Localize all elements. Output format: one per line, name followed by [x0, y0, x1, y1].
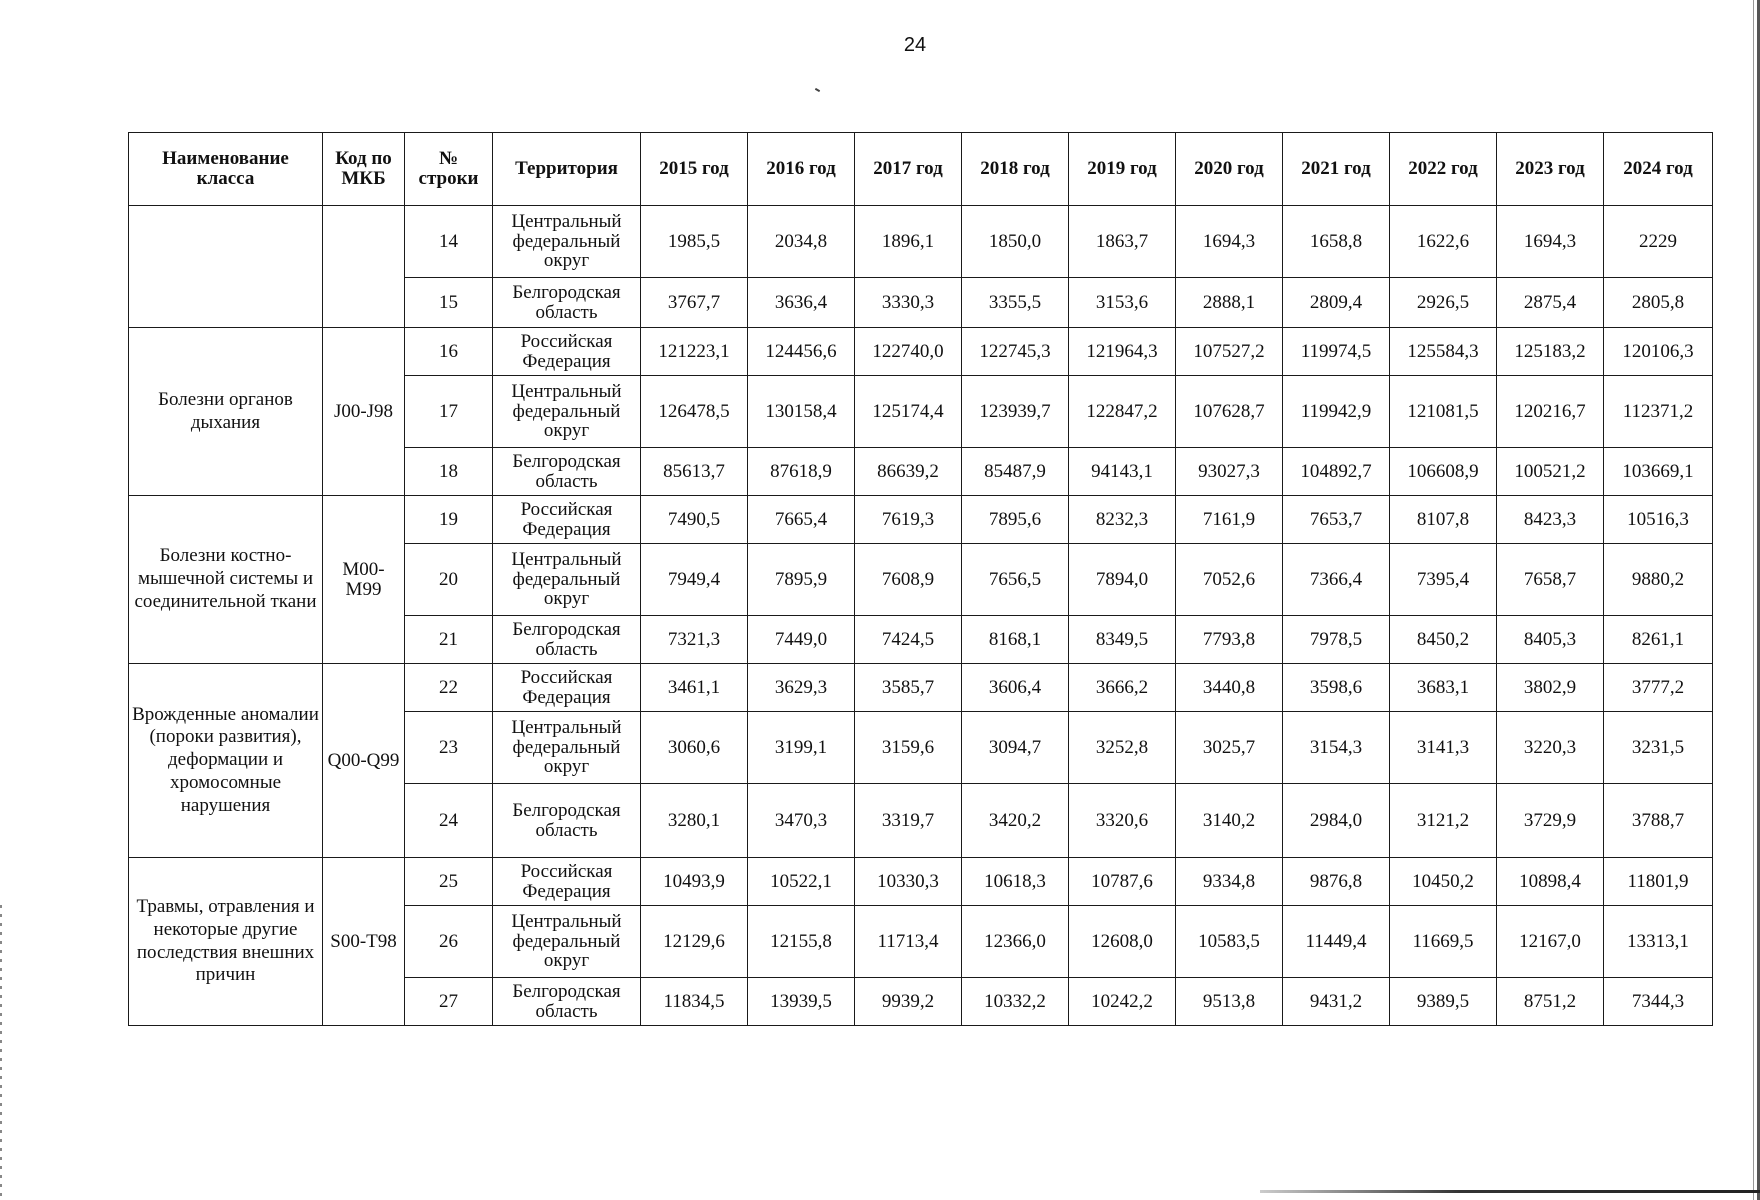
- value-cell: 130158,4: [748, 376, 855, 448]
- value-cell: 13939,5: [748, 978, 855, 1026]
- value-cell: 124456,6: [748, 328, 855, 376]
- icd-code-cell: Q00-Q99: [323, 664, 405, 858]
- value-cell: 11449,4: [1283, 906, 1390, 978]
- territory-cell: Центральный федеральный округ: [493, 376, 641, 448]
- value-cell: 13313,1: [1604, 906, 1713, 978]
- value-cell: 3199,1: [748, 712, 855, 784]
- territory-cell: Центральный федеральный округ: [493, 206, 641, 278]
- value-cell: 87618,9: [748, 448, 855, 496]
- value-cell: 120216,7: [1497, 376, 1604, 448]
- value-cell: 1694,3: [1497, 206, 1604, 278]
- header-year: 2020 год: [1176, 133, 1283, 206]
- value-cell: 3461,1: [641, 664, 748, 712]
- header-territory: Территория: [493, 133, 641, 206]
- value-cell: 3777,2: [1604, 664, 1713, 712]
- value-cell: 8107,8: [1390, 496, 1497, 544]
- value-cell: 106608,9: [1390, 448, 1497, 496]
- value-cell: 3420,2: [962, 784, 1069, 858]
- value-cell: 10516,3: [1604, 496, 1713, 544]
- territory-cell: Центральный федеральный округ: [493, 906, 641, 978]
- value-cell: 121964,3: [1069, 328, 1176, 376]
- value-cell: 3231,5: [1604, 712, 1713, 784]
- value-cell: 122745,3: [962, 328, 1069, 376]
- value-cell: 11713,4: [855, 906, 962, 978]
- value-cell: 2805,8: [1604, 278, 1713, 328]
- value-cell: 12608,0: [1069, 906, 1176, 978]
- territory-cell: Российская Федерация: [493, 328, 641, 376]
- class-name-cell: [129, 206, 323, 328]
- morbidity-table: [128, 132, 1713, 1026]
- row-number-cell: 27: [405, 978, 493, 1026]
- row-number-cell: 21: [405, 616, 493, 664]
- header-year: 2024 год: [1604, 133, 1713, 206]
- value-cell: 125183,2: [1497, 328, 1604, 376]
- value-cell: 10522,1: [748, 858, 855, 906]
- value-cell: 1694,3: [1176, 206, 1283, 278]
- value-cell: 85487,9: [962, 448, 1069, 496]
- value-cell: 8261,1: [1604, 616, 1713, 664]
- value-cell: 7653,7: [1283, 496, 1390, 544]
- value-cell: 3636,4: [748, 278, 855, 328]
- territory-cell: Российская Федерация: [493, 858, 641, 906]
- value-cell: 3060,6: [641, 712, 748, 784]
- value-cell: 7658,7: [1497, 544, 1604, 616]
- table-header-row: [129, 133, 1713, 206]
- value-cell: 3470,3: [748, 784, 855, 858]
- value-cell: 121081,5: [1390, 376, 1497, 448]
- value-cell: 3280,1: [641, 784, 748, 858]
- table-row: [129, 858, 1713, 906]
- header-year: 2017 год: [855, 133, 962, 206]
- page-number: 24: [903, 34, 927, 56]
- value-cell: 3729,9: [1497, 784, 1604, 858]
- table-row: [129, 328, 1713, 376]
- value-cell: 7665,4: [748, 496, 855, 544]
- scan-edge-line: [1753, 0, 1754, 1200]
- value-cell: 10583,5: [1176, 906, 1283, 978]
- value-cell: 3320,6: [1069, 784, 1176, 858]
- value-cell: 3025,7: [1176, 712, 1283, 784]
- value-cell: 9334,8: [1176, 858, 1283, 906]
- value-cell: 125174,4: [855, 376, 962, 448]
- value-cell: 3802,9: [1497, 664, 1604, 712]
- value-cell: 2229: [1604, 206, 1713, 278]
- value-cell: 8168,1: [962, 616, 1069, 664]
- value-cell: 3330,3: [855, 278, 962, 328]
- value-cell: 123939,7: [962, 376, 1069, 448]
- value-cell: 3153,6: [1069, 278, 1176, 328]
- value-cell: 8405,3: [1497, 616, 1604, 664]
- value-cell: 7449,0: [748, 616, 855, 664]
- value-cell: 8751,2: [1497, 978, 1604, 1026]
- value-cell: 10332,2: [962, 978, 1069, 1026]
- value-cell: 10450,2: [1390, 858, 1497, 906]
- value-cell: 126478,5: [641, 376, 748, 448]
- row-number-cell: 19: [405, 496, 493, 544]
- row-number-cell: 18: [405, 448, 493, 496]
- value-cell: 1896,1: [855, 206, 962, 278]
- value-cell: 10493,9: [641, 858, 748, 906]
- value-cell: 3606,4: [962, 664, 1069, 712]
- value-cell: 3154,3: [1283, 712, 1390, 784]
- value-cell: 2926,5: [1390, 278, 1497, 328]
- value-cell: 2984,0: [1283, 784, 1390, 858]
- value-cell: 7608,9: [855, 544, 962, 616]
- value-cell: 120106,3: [1604, 328, 1713, 376]
- row-number-cell: 24: [405, 784, 493, 858]
- header-row-no: № строки: [405, 133, 493, 206]
- value-cell: 7424,5: [855, 616, 962, 664]
- value-cell: 107527,2: [1176, 328, 1283, 376]
- value-cell: 1863,7: [1069, 206, 1176, 278]
- row-number-cell: 16: [405, 328, 493, 376]
- header-year: 2022 год: [1390, 133, 1497, 206]
- value-cell: 7366,4: [1283, 544, 1390, 616]
- value-cell: 10242,2: [1069, 978, 1176, 1026]
- value-cell: 7052,6: [1176, 544, 1283, 616]
- value-cell: 8423,3: [1497, 496, 1604, 544]
- row-number-cell: 25: [405, 858, 493, 906]
- row-number-cell: 22: [405, 664, 493, 712]
- value-cell: 10618,3: [962, 858, 1069, 906]
- row-number-cell: 17: [405, 376, 493, 448]
- header-year: 2023 год: [1497, 133, 1604, 206]
- icd-code-cell: M00-M99: [323, 496, 405, 664]
- value-cell: 3440,8: [1176, 664, 1283, 712]
- value-cell: 3319,7: [855, 784, 962, 858]
- row-number-cell: 14: [405, 206, 493, 278]
- value-cell: 7978,5: [1283, 616, 1390, 664]
- value-cell: 1985,5: [641, 206, 748, 278]
- value-cell: 86639,2: [855, 448, 962, 496]
- value-cell: 3121,2: [1390, 784, 1497, 858]
- row-number-cell: 23: [405, 712, 493, 784]
- value-cell: 7490,5: [641, 496, 748, 544]
- value-cell: 3355,5: [962, 278, 1069, 328]
- value-cell: 3598,6: [1283, 664, 1390, 712]
- value-cell: 3141,3: [1390, 712, 1497, 784]
- value-cell: 3767,7: [641, 278, 748, 328]
- value-cell: 3140,2: [1176, 784, 1283, 858]
- value-cell: 7395,4: [1390, 544, 1497, 616]
- table-row: [129, 664, 1713, 712]
- value-cell: 93027,3: [1176, 448, 1283, 496]
- header-year: 2019 год: [1069, 133, 1176, 206]
- value-cell: 9431,2: [1283, 978, 1390, 1026]
- value-cell: 3683,1: [1390, 664, 1497, 712]
- value-cell: 7344,3: [1604, 978, 1713, 1026]
- value-cell: 7656,5: [962, 544, 1069, 616]
- value-cell: 104892,7: [1283, 448, 1390, 496]
- value-cell: 2034,8: [748, 206, 855, 278]
- value-cell: 9389,5: [1390, 978, 1497, 1026]
- table-row: [129, 206, 1713, 278]
- class-name-cell: Врожденные аномалии (пороки развития), деформации и хромосомные нарушения: [129, 664, 323, 858]
- value-cell: 125584,3: [1390, 328, 1497, 376]
- value-cell: 103669,1: [1604, 448, 1713, 496]
- value-cell: 1850,0: [962, 206, 1069, 278]
- value-cell: 9880,2: [1604, 544, 1713, 616]
- value-cell: 12167,0: [1497, 906, 1604, 978]
- icd-code-cell: J00-J98: [323, 328, 405, 496]
- value-cell: 9876,8: [1283, 858, 1390, 906]
- value-cell: 3666,2: [1069, 664, 1176, 712]
- value-cell: 11669,5: [1390, 906, 1497, 978]
- value-cell: 9513,8: [1176, 978, 1283, 1026]
- value-cell: 8450,2: [1390, 616, 1497, 664]
- header-year: 2018 год: [962, 133, 1069, 206]
- value-cell: 100521,2: [1497, 448, 1604, 496]
- table-row: [129, 496, 1713, 544]
- territory-cell: Российская Федерация: [493, 496, 641, 544]
- value-cell: 10330,3: [855, 858, 962, 906]
- value-cell: 119942,9: [1283, 376, 1390, 448]
- table-body: [129, 206, 1713, 1026]
- territory-cell: Белгородская область: [493, 978, 641, 1026]
- value-cell: 7793,8: [1176, 616, 1283, 664]
- value-cell: 3629,3: [748, 664, 855, 712]
- value-cell: 2875,4: [1497, 278, 1604, 328]
- value-cell: 7894,0: [1069, 544, 1176, 616]
- value-cell: 85613,7: [641, 448, 748, 496]
- icd-code-cell: [323, 206, 405, 328]
- value-cell: 7161,9: [1176, 496, 1283, 544]
- value-cell: 1658,8: [1283, 206, 1390, 278]
- header-year: 2015 год: [641, 133, 748, 206]
- value-cell: 2809,4: [1283, 278, 1390, 328]
- value-cell: 3094,7: [962, 712, 1069, 784]
- territory-cell: Белгородская область: [493, 784, 641, 858]
- territory-cell: Белгородская область: [493, 448, 641, 496]
- value-cell: 3220,3: [1497, 712, 1604, 784]
- value-cell: 7895,9: [748, 544, 855, 616]
- scan-bottom-line: [1260, 1190, 1760, 1193]
- value-cell: 11801,9: [1604, 858, 1713, 906]
- value-cell: 11834,5: [641, 978, 748, 1026]
- row-number-cell: 15: [405, 278, 493, 328]
- value-cell: 112371,2: [1604, 376, 1713, 448]
- territory-cell: Центральный федеральный округ: [493, 712, 641, 784]
- value-cell: 122740,0: [855, 328, 962, 376]
- value-cell: 1622,6: [1390, 206, 1497, 278]
- scan-left-dots: [0, 905, 2, 1200]
- row-number-cell: 20: [405, 544, 493, 616]
- value-cell: 10787,6: [1069, 858, 1176, 906]
- class-name-cell: Болезни костно-мышечной системы и соединительной ткани: [129, 496, 323, 664]
- value-cell: 107628,7: [1176, 376, 1283, 448]
- value-cell: 7949,4: [641, 544, 748, 616]
- value-cell: 2888,1: [1176, 278, 1283, 328]
- value-cell: 3252,8: [1069, 712, 1176, 784]
- value-cell: 3159,6: [855, 712, 962, 784]
- value-cell: 8349,5: [1069, 616, 1176, 664]
- row-number-cell: 26: [405, 906, 493, 978]
- icd-code-cell: S00-T98: [323, 858, 405, 1026]
- scan-speck: [815, 88, 820, 92]
- territory-cell: Российская Федерация: [493, 664, 641, 712]
- value-cell: 10898,4: [1497, 858, 1604, 906]
- territory-cell: Белгородская область: [493, 616, 641, 664]
- class-name-cell: Болезни органов дыхания: [129, 328, 323, 496]
- header-icd-code: Код по МКБ: [323, 133, 405, 206]
- value-cell: 7895,6: [962, 496, 1069, 544]
- value-cell: 12155,8: [748, 906, 855, 978]
- territory-cell: Белгородская область: [493, 278, 641, 328]
- value-cell: 3585,7: [855, 664, 962, 712]
- value-cell: 12129,6: [641, 906, 748, 978]
- class-name-cell: Травмы, отравления и некоторые другие последствия внешних причин: [129, 858, 323, 1026]
- value-cell: 12366,0: [962, 906, 1069, 978]
- value-cell: 119974,5: [1283, 328, 1390, 376]
- value-cell: 7321,3: [641, 616, 748, 664]
- value-cell: 8232,3: [1069, 496, 1176, 544]
- value-cell: 3788,7: [1604, 784, 1713, 858]
- territory-cell: Центральный федеральный округ: [493, 544, 641, 616]
- value-cell: 122847,2: [1069, 376, 1176, 448]
- value-cell: 94143,1: [1069, 448, 1176, 496]
- value-cell: 7619,3: [855, 496, 962, 544]
- value-cell: 121223,1: [641, 328, 748, 376]
- header-year: 2016 год: [748, 133, 855, 206]
- header-year: 2021 год: [1283, 133, 1390, 206]
- value-cell: 9939,2: [855, 978, 962, 1026]
- header-class-name: Наименование класса: [129, 133, 323, 206]
